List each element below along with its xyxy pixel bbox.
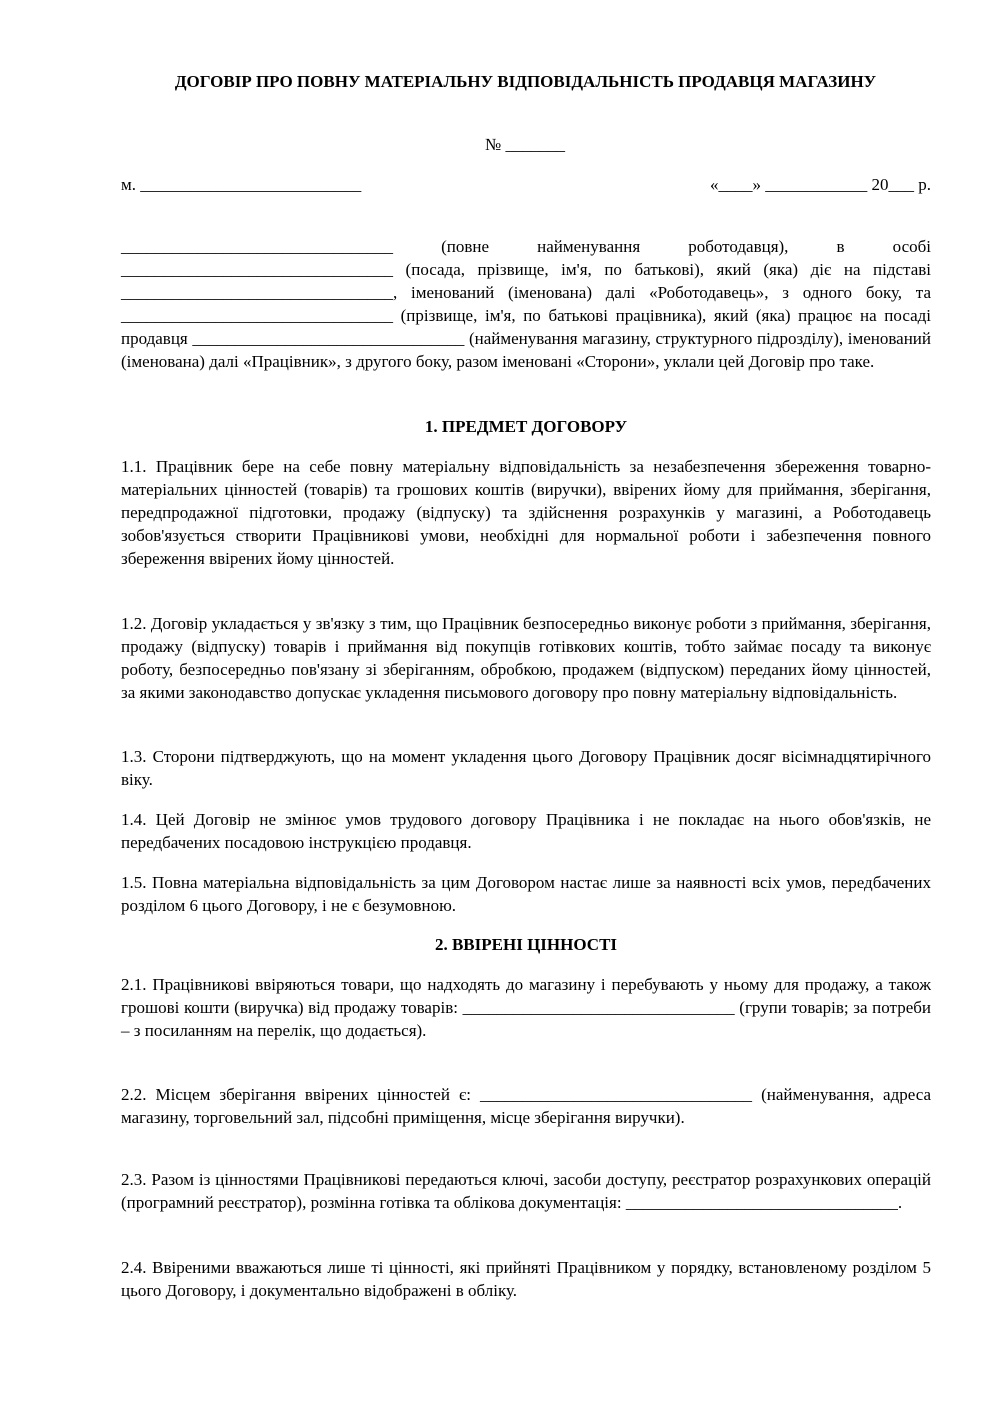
preamble: ________________________________ (повне найменування роботодавця), в особі ________________________________ (посада, прізвище, ім'я, по батькові), який (яка) діє на підставі ________________________________, іменований (іменована) далі «Роботодавець», з одного боку, та ________________________________ (прізвище, ім'я, по батькові працівника), який (яка) працює на посаді продавця ________________________________ (найменування магазину, структурного підрозділу), іменований (іменована) далі «Працівник», з другого боку, разом іменовані «Сторони», уклали цей Договір про таке.	[121, 237, 931, 371]
section-heading: 2. ВВІРЕНІ ЦІННОСТІ	[434, 935, 618, 954]
clause: 1.5. Повна матеріальна відповідальність за цим Договором настає лише за наявності всіх умов, передбачених розділом 6 цього Договору, і не є безумовною.	[121, 873, 931, 915]
document-title: ДОГОВІР ПРО ПОВНУ МАТЕРІАЛЬНУ ВІДПОВІДАЛЬНІСТЬ ПРОДАВЦЯ МАГАЗИНУ	[174, 72, 877, 91]
clause: 1.4. Цей Договір не змінює умов трудового договору Працівника і не покладає на нього обов'язків, не передбачених посадовою інструкцією продавця.	[121, 810, 931, 852]
contract-number: № _______	[485, 135, 565, 154]
clause: 2.2. Місцем зберігання ввірених цінностей є: ________________________________ (найменування, адреса магазину, торговельний зал, підсобні приміщення, місце зберігання виручки).	[121, 1085, 931, 1127]
clause: 1.1. Працівник бере на себе повну матеріальну відповідальність за незабезпечення збереження товарно-матеріальних цінностей (товарів) та грошових коштів (виручки), ввірених йому для приймання, зберігання, передпродажної підготовки, продажу (відпуску) та здійснення розрахунків у магазині, а Роботодавець зобов'язується створити Працівникові умови, необхідні для нормальної роботи і забезпечення повного збереження ввірених йому цінностей.	[121, 457, 931, 568]
clause: 2.1. Працівникові ввіряються товари, що надходять до магазину і перебувають у ньому для продажу, а також грошові кошти (виручка) від продажу товарів: ________________________________ (групи товарів; за потреби – з посиланням на перелік, що додається).	[121, 975, 931, 1040]
clause: 1.3. Сторони підтверджують, що на момент укладення цього Договору Працівник досяг вісімнадцятирічного віку.	[121, 747, 931, 789]
clause: 1.2. Договір укладається у зв'язку з тим, що Працівник безпосередньо виконує роботи з приймання, зберігання, продажу (відпуску) товарів і приймання від покупців готівкових коштів, тобто займає посаду та виконує роботу, безпосередньо пов'язану зі зберіганням, обробкою, продажем (відпуском) переданих йому цінностей, за якими законодавство допускає укладення письмового договору про повну матеріальну відповідальність.	[121, 614, 931, 702]
section-heading: 1. ПРЕДМЕТ ДОГОВОРУ	[424, 417, 628, 436]
clause: 2.3. Разом із цінностями Працівникові передаються ключі, засоби доступу, реєстратор розрахункових операцій (програмний реєстратор), розмінна готівка та облікова документація: ________________________________.	[121, 1170, 931, 1212]
clause: 2.4. Ввіреними вважаються лише ті цінності, які прийняті Працівником у порядку, встановленому розділом 5 цього Договору, і документально відображені в обліку.	[121, 1258, 931, 1300]
city-line: м. __________________________	[121, 175, 362, 194]
date-line: «____» ____________ 20___ р.	[710, 175, 931, 194]
